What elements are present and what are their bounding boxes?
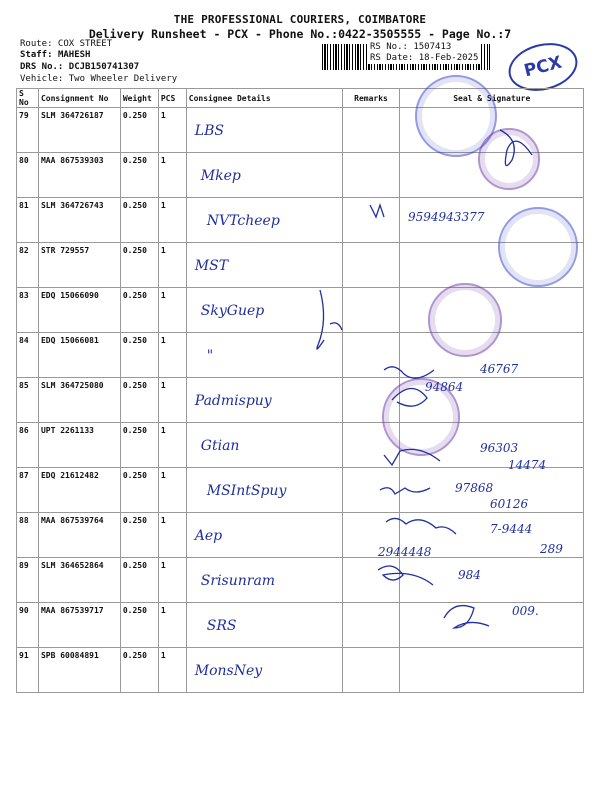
row-sno: 82 (17, 243, 39, 288)
row-weight: 0.250 (120, 153, 158, 198)
row-pcs: 1 (158, 108, 186, 153)
handwritten-consignee: Mkep (200, 168, 241, 184)
row-sno: 91 (17, 648, 39, 693)
handwritten-consignee: Gtian (200, 438, 240, 454)
row-weight: 0.250 (120, 243, 158, 288)
pcx-stamp: PCX (503, 36, 582, 98)
col-remarks: Remarks (342, 89, 400, 108)
route-text: Route: COX STREET (20, 39, 113, 49)
handwritten-consignee: MonsNey (194, 663, 263, 679)
row-consignment-no: MAA 867539303 (38, 153, 120, 198)
row-pcs: 1 (158, 423, 186, 468)
col-weight: Weight (120, 89, 158, 108)
handwritten-consignee: Srisunram (200, 573, 276, 589)
row-weight: 0.250 (120, 468, 158, 513)
drs-value: DCJB150741307 (68, 62, 140, 72)
row-consignment-no: EDQ 21612482 (38, 468, 120, 513)
row-pcs: 1 (158, 243, 186, 288)
handwritten-consignee: Aep (194, 528, 223, 544)
row-sno: 81 (17, 198, 39, 243)
row-consignment-no: MAA 867539717 (38, 603, 120, 648)
staff-label: Staff: (20, 50, 53, 60)
handwritten-consignee: SkyGuep (200, 303, 265, 319)
handwritten-consignee: LBS (194, 123, 224, 139)
row-consignment-no: SPB 60084891 (38, 648, 120, 693)
handwritten-note: 94864 (425, 380, 464, 394)
handwritten-note: 984 (458, 568, 481, 582)
runsheet-title: Delivery Runsheet - PCX - Phone No.:0422-3505555 - Page No.:7 (88, 27, 512, 41)
handwritten-consignee: MSIntSpuy (206, 483, 287, 499)
col-seal-signature: Seal & Signature (400, 89, 584, 108)
row-sno: 86 (17, 423, 39, 468)
row-weight: 0.250 (120, 648, 158, 693)
row-pcs: 1 (158, 288, 186, 333)
row-pcs: 1 (158, 603, 186, 648)
row-pcs: 1 (158, 153, 186, 198)
row-consignment-no: MAA 867539764 (38, 513, 120, 558)
row-weight: 0.250 (120, 198, 158, 243)
row-consignment-no: SLM 364726187 (38, 108, 120, 153)
col-consignee: Consignee Details (186, 89, 342, 108)
row-sno: 89 (17, 558, 39, 603)
handwritten-consignee: Padmispuy (194, 393, 272, 409)
row-consignment-no: SLM 364725080 (38, 378, 120, 423)
row-sno: 87 (17, 468, 39, 513)
staff-value: MAHESH (57, 50, 91, 60)
row-sno: 83 (17, 288, 39, 333)
row-consignment-no: EDQ 15066081 (38, 333, 120, 378)
col-consignment: Consignment No (38, 89, 120, 108)
handwritten-consignee: SRS (206, 618, 237, 634)
row-pcs: 1 (158, 558, 186, 603)
rs-date: RS Date: 18-Feb-2025 (370, 53, 479, 63)
row-pcs: 1 (158, 378, 186, 423)
vehicle-text: Vehicle: Two Wheeler Delivery (20, 74, 178, 84)
handwritten-note: 97868 (455, 481, 494, 495)
row-pcs: 1 (158, 333, 186, 378)
row-sno: 84 (17, 333, 39, 378)
handwritten-consignee: MST (194, 258, 229, 274)
row-sno: 88 (17, 513, 39, 558)
col-pcs: PCS (158, 89, 186, 108)
row-weight: 0.250 (120, 333, 158, 378)
row-sno: 85 (17, 378, 39, 423)
handwritten-note: 289 (540, 542, 563, 556)
row-consignment-no: STR 729557 (38, 243, 120, 288)
row-consignment-no: SLM 364652864 (38, 558, 120, 603)
row-pcs: 1 (158, 648, 186, 693)
row-weight: 0.250 (120, 558, 158, 603)
row-weight: 0.250 (120, 513, 158, 558)
row-weight: 0.250 (120, 108, 158, 153)
handwritten-consignee: NVTcheep (206, 213, 280, 229)
row-weight: 0.250 (120, 288, 158, 333)
row-weight: 0.250 (120, 423, 158, 468)
handwritten-note: 7-9444 (490, 522, 533, 536)
row-consignment-no: UPT 2261133 (38, 423, 120, 468)
handwritten-note: 96303 (480, 441, 519, 455)
handwritten-consignee: " (206, 348, 214, 364)
company-title: THE PROFESSIONAL COURIERS, COIMBATORE (173, 13, 427, 26)
row-consignment-no: EDQ 15066090 (38, 288, 120, 333)
row-pcs: 1 (158, 468, 186, 513)
row-sno: 80 (17, 153, 39, 198)
col-sno: S No (17, 89, 39, 108)
handwritten-note: 009. (512, 604, 539, 618)
row-pcs: 1 (158, 513, 186, 558)
row-weight: 0.250 (120, 603, 158, 648)
handwritten-note: 14474 (508, 458, 547, 472)
row-consignment-no: SLM 364726743 (38, 198, 120, 243)
drs-label: DRS No.: (20, 62, 64, 72)
row-sno: 90 (17, 603, 39, 648)
rs-number: RS No.: 1507413 (370, 42, 452, 52)
row-weight: 0.250 (120, 378, 158, 423)
row-pcs: 1 (158, 198, 186, 243)
handwritten-note: 60126 (490, 497, 529, 511)
handwritten-note: 46767 (480, 362, 519, 376)
row-sno: 79 (17, 108, 39, 153)
handwritten-phone: 9594943377 (408, 210, 485, 224)
handwritten-note: 2944448 (378, 545, 432, 559)
